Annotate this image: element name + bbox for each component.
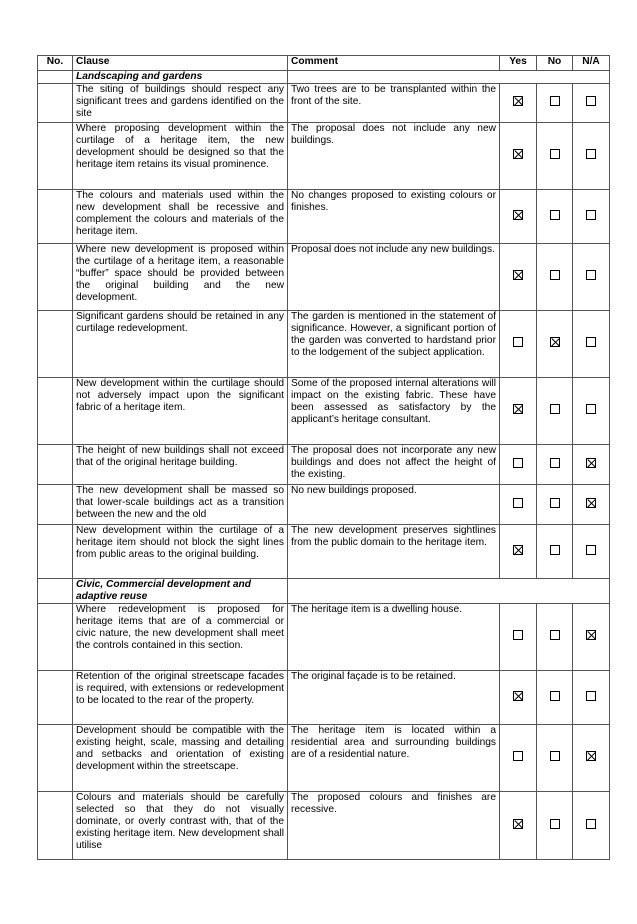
row-number xyxy=(38,84,73,123)
header-comment: Comment xyxy=(288,56,500,71)
clause-cell: Where new development is proposed within the curtilage of a heritage item, a reasonable “buffer” space should be provided between the original building and the new development. xyxy=(73,244,288,311)
no-checkbox-cell xyxy=(537,525,573,579)
clause-cell: Where proposing development within the curtilage of a heritage item, the new development should be designed so that the heritage item retains its visual prominence. xyxy=(73,123,288,190)
comment-cell: Some of the proposed internal alterations will impact on the existing fabric. These have been assessed as satisfactory by the applicant’s heritage consultant. xyxy=(288,378,500,445)
na-checkbox-cell xyxy=(573,311,610,378)
row-number xyxy=(38,525,73,579)
yes-checkbox-cell xyxy=(500,123,537,190)
comment-cell: The new development preserves sightlines from the public domain to the heritage item. xyxy=(288,525,500,579)
unchecked-na-checkbox-icon[interactable] xyxy=(586,96,596,106)
clause-cell: The height of new buildings shall not exceed that of the original heritage building. xyxy=(73,445,288,485)
unchecked-na-checkbox-icon[interactable] xyxy=(586,691,596,701)
section-row xyxy=(38,579,610,604)
comment-cell: The heritage item is a dwelling house. xyxy=(288,604,500,671)
yes-checkbox-cell xyxy=(500,792,537,860)
yes-checkbox-cell xyxy=(500,604,537,671)
header-clause: Clause xyxy=(73,56,288,71)
comment-cell: The proposed colours and finishes are recessive. xyxy=(288,792,500,860)
checked-na-checkbox-icon[interactable] xyxy=(586,498,596,508)
comment-cell: The proposal does not incorporate any new buildings and does not affect the height of the existing. xyxy=(288,445,500,485)
table-row xyxy=(38,725,610,792)
na-checkbox-cell xyxy=(573,671,610,725)
unchecked-no-checkbox-icon[interactable] xyxy=(550,458,560,468)
checked-yes-checkbox-icon[interactable] xyxy=(513,210,523,220)
unchecked-na-checkbox-icon[interactable] xyxy=(586,545,596,555)
unchecked-na-checkbox-icon[interactable] xyxy=(586,819,596,829)
na-checkbox-cell xyxy=(573,604,610,671)
section-filler xyxy=(288,71,610,84)
na-checkbox-cell xyxy=(573,190,610,244)
na-checkbox-cell xyxy=(573,244,610,311)
no-checkbox-cell xyxy=(537,190,573,244)
row-number xyxy=(38,725,73,792)
row-number xyxy=(38,579,73,604)
no-checkbox-cell xyxy=(537,311,573,378)
section-filler xyxy=(288,579,610,604)
row-number xyxy=(38,378,73,445)
row-number xyxy=(38,190,73,244)
checked-yes-checkbox-icon[interactable] xyxy=(513,819,523,829)
checked-na-checkbox-icon[interactable] xyxy=(586,751,596,761)
unchecked-na-checkbox-icon[interactable] xyxy=(586,210,596,220)
na-checkbox-cell xyxy=(573,725,610,792)
unchecked-no-checkbox-icon[interactable] xyxy=(550,270,560,280)
row-number xyxy=(38,445,73,485)
no-checkbox-cell xyxy=(537,671,573,725)
na-checkbox-cell xyxy=(573,792,610,860)
unchecked-yes-checkbox-icon[interactable] xyxy=(513,630,523,640)
table-row xyxy=(38,378,610,445)
clause-cell: Retention of the original streetscape facades is required, with extensions or redevelopment to be located to the rear of the property. xyxy=(73,671,288,725)
row-number xyxy=(38,71,73,84)
section-title: Landscaping and gardens xyxy=(73,71,288,84)
unchecked-na-checkbox-icon[interactable] xyxy=(586,337,596,347)
na-checkbox-cell xyxy=(573,445,610,485)
unchecked-no-checkbox-icon[interactable] xyxy=(550,751,560,761)
unchecked-na-checkbox-icon[interactable] xyxy=(586,270,596,280)
table-row xyxy=(38,525,610,579)
table-row xyxy=(38,244,610,311)
table-row xyxy=(38,671,610,725)
comment-cell: The garden is mentioned in the statement of significance. However, a significant portion of the garden was converted to hardstand prior to the lodgement of the subject application. xyxy=(288,311,500,378)
table-row xyxy=(38,604,610,671)
comment-cell: Two trees are to be transplanted within the front of the site. xyxy=(288,84,500,123)
yes-checkbox-cell xyxy=(500,244,537,311)
checked-yes-checkbox-icon[interactable] xyxy=(513,149,523,159)
unchecked-no-checkbox-icon[interactable] xyxy=(550,96,560,106)
header-no: No. xyxy=(38,56,73,71)
row-number xyxy=(38,671,73,725)
table-row xyxy=(38,123,610,190)
unchecked-yes-checkbox-icon[interactable] xyxy=(513,498,523,508)
unchecked-na-checkbox-icon[interactable] xyxy=(586,404,596,414)
row-number xyxy=(38,244,73,311)
header-yes: Yes xyxy=(500,56,537,71)
checked-na-checkbox-icon[interactable] xyxy=(586,630,596,640)
table-row xyxy=(38,485,610,525)
no-checkbox-cell xyxy=(537,792,573,860)
checked-yes-checkbox-icon[interactable] xyxy=(513,404,523,414)
unchecked-no-checkbox-icon[interactable] xyxy=(550,545,560,555)
comment-cell: Proposal does not include any new buildings. xyxy=(288,244,500,311)
comment-cell: No new buildings proposed. xyxy=(288,485,500,525)
heritage-controls-table xyxy=(37,55,610,860)
no-checkbox-cell xyxy=(537,123,573,190)
na-checkbox-cell xyxy=(573,485,610,525)
yes-checkbox-cell xyxy=(500,311,537,378)
yes-checkbox-cell xyxy=(500,485,537,525)
yes-checkbox-cell xyxy=(500,190,537,244)
unchecked-yes-checkbox-icon[interactable] xyxy=(513,751,523,761)
unchecked-no-checkbox-icon[interactable] xyxy=(550,630,560,640)
checked-yes-checkbox-icon[interactable] xyxy=(513,691,523,701)
no-checkbox-cell xyxy=(537,725,573,792)
unchecked-no-checkbox-icon[interactable] xyxy=(550,691,560,701)
unchecked-no-checkbox-icon[interactable] xyxy=(550,819,560,829)
table-row xyxy=(38,792,610,860)
na-checkbox-cell xyxy=(573,525,610,579)
clause-cell: The siting of buildings should respect any significant trees and gardens identified on the site xyxy=(73,84,288,123)
comment-cell: The original façade is to be retained. xyxy=(288,671,500,725)
table-row xyxy=(38,190,610,244)
no-checkbox-cell xyxy=(537,84,573,123)
row-number xyxy=(38,792,73,860)
header-no-col: No xyxy=(537,56,573,71)
unchecked-yes-checkbox-icon[interactable] xyxy=(513,458,523,468)
comment-cell: The proposal does not include any new buildings. xyxy=(288,123,500,190)
comment-cell: The heritage item is located within a residential area and surrounding buildings are of a residential nature. xyxy=(288,725,500,792)
table-row xyxy=(38,311,610,378)
clause-cell: Significant gardens should be retained in any curtilage redevelopment. xyxy=(73,311,288,378)
table-row xyxy=(38,84,610,123)
section-title: Civic, Commercial development and adaptive reuse xyxy=(73,579,288,604)
clause-cell: The new development shall be massed so that lower-scale buildings act as a transition between the new and the old xyxy=(73,485,288,525)
yes-checkbox-cell xyxy=(500,725,537,792)
unchecked-yes-checkbox-icon[interactable] xyxy=(513,337,523,347)
row-number xyxy=(38,485,73,525)
unchecked-no-checkbox-icon[interactable] xyxy=(550,149,560,159)
clause-cell: Colours and materials should be carefully selected so that they do not visually dominate, or overly contrast with, that of the existing heritage item. New development shall utilise xyxy=(73,792,288,860)
yes-checkbox-cell xyxy=(500,525,537,579)
checked-no-checkbox-icon[interactable] xyxy=(550,337,560,347)
clause-cell: New development within the curtilage should not adversely impact upon the significant fabric of a heritage item. xyxy=(73,378,288,445)
unchecked-no-checkbox-icon[interactable] xyxy=(550,404,560,414)
yes-checkbox-cell xyxy=(500,84,537,123)
checked-na-checkbox-icon[interactable] xyxy=(586,458,596,468)
clause-cell: Where redevelopment is proposed for heritage items that are of a commercial or civic nature, the new development shall meet the controls contained in this section. xyxy=(73,604,288,671)
no-checkbox-cell xyxy=(537,244,573,311)
checked-yes-checkbox-icon[interactable] xyxy=(513,96,523,106)
no-checkbox-cell xyxy=(537,604,573,671)
na-checkbox-cell xyxy=(573,378,610,445)
row-number xyxy=(38,311,73,378)
table-body xyxy=(38,71,610,860)
clause-cell: The colours and materials used within the new development shall be recessive and complement the colours and materials of the heritage item. xyxy=(73,190,288,244)
no-checkbox-cell xyxy=(537,445,573,485)
unchecked-na-checkbox-icon[interactable] xyxy=(586,149,596,159)
no-checkbox-cell xyxy=(537,378,573,445)
header-na: N/A xyxy=(573,56,610,71)
na-checkbox-cell xyxy=(573,123,610,190)
unchecked-no-checkbox-icon[interactable] xyxy=(550,498,560,508)
table-row xyxy=(38,445,610,485)
row-number xyxy=(38,604,73,671)
clause-cell: Development should be compatible with the existing height, scale, massing and detailing and setbacks and orientation of existing development within the streetscape. xyxy=(73,725,288,792)
section-row xyxy=(38,71,610,84)
yes-checkbox-cell xyxy=(500,378,537,445)
yes-checkbox-cell xyxy=(500,445,537,485)
na-checkbox-cell xyxy=(573,84,610,123)
checked-yes-checkbox-icon[interactable] xyxy=(513,545,523,555)
comment-cell: No changes proposed to existing colours or finishes. xyxy=(288,190,500,244)
yes-checkbox-cell xyxy=(500,671,537,725)
clause-cell: New development within the curtilage of a heritage item should not block the sight lines from public areas to the original building. xyxy=(73,525,288,579)
row-number xyxy=(38,123,73,190)
table-header-row xyxy=(38,56,610,71)
checked-yes-checkbox-icon[interactable] xyxy=(513,270,523,280)
unchecked-no-checkbox-icon[interactable] xyxy=(550,210,560,220)
no-checkbox-cell xyxy=(537,485,573,525)
